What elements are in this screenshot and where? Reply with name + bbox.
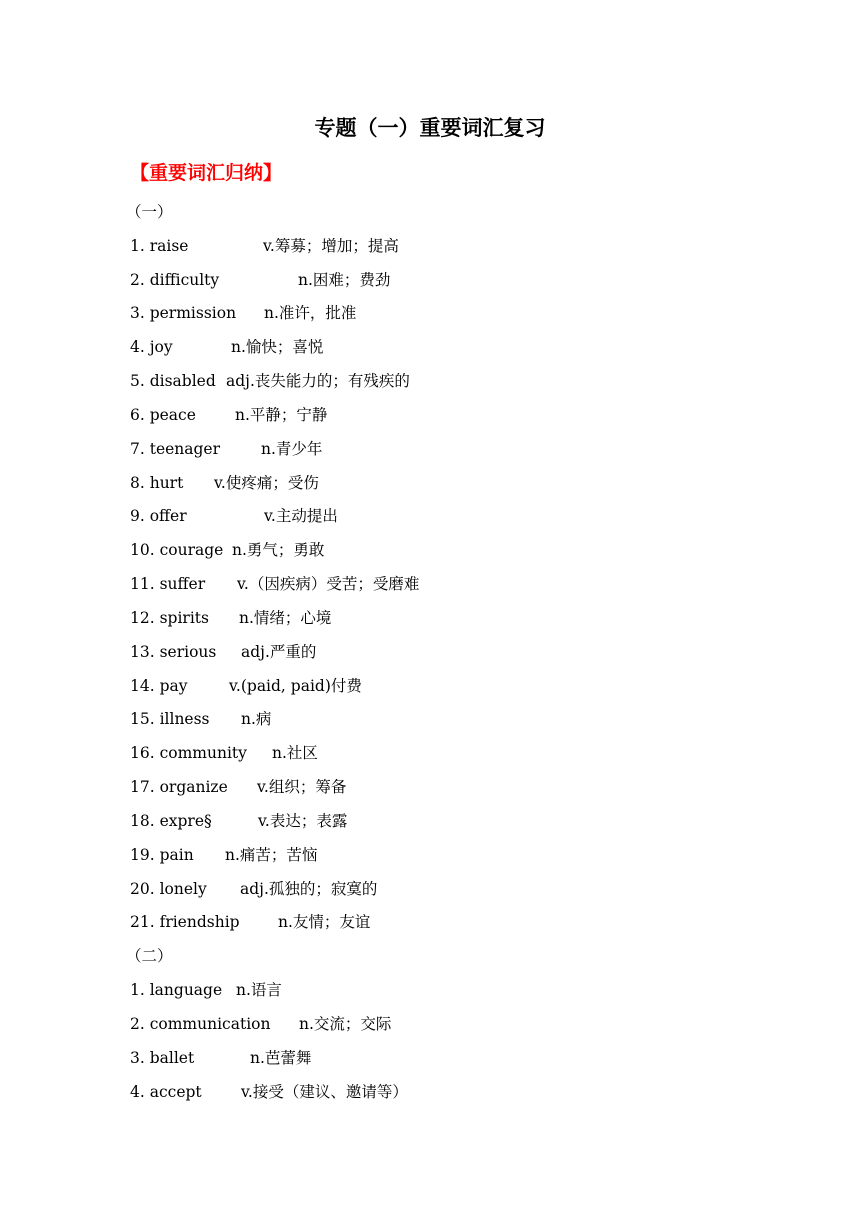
vocab-entry (130, 365, 790, 399)
vocab-meaning: adj.丧失能力的；有残疾的 (226, 372, 410, 391)
vocab-entry (130, 771, 790, 805)
vocab-entry (130, 839, 790, 873)
vocab-entry (130, 399, 790, 433)
vocab-entry (130, 703, 790, 737)
section-label: （一） (126, 203, 173, 221)
vocab-word: 9. offer (130, 507, 187, 526)
vocab-meaning: v.主动提出 (264, 507, 338, 526)
vocab-word: 2. communication (130, 1014, 271, 1033)
vocab-word: 1. raise (130, 236, 189, 255)
vocab-meaning: n.困难；费劲 (298, 270, 391, 289)
vocab-entry (130, 534, 790, 568)
vocab-entry (130, 264, 790, 298)
vocab-meaning: adj.孤独的；寂寞的 (240, 879, 378, 898)
vocab-word: 18. expre§ (130, 811, 212, 830)
vocab-entry (130, 1042, 790, 1076)
vocab-meaning: v.筹募；增加；提高 (263, 236, 399, 255)
vocab-entry (130, 331, 790, 365)
vocab-meaning: n.语言 (236, 981, 282, 1000)
vocab-meaning: v.使疼痛；受伤 (214, 473, 319, 492)
vocab-meaning: v.(paid, paid)付费 (229, 676, 362, 695)
vocab-meaning: n.病 (241, 710, 272, 729)
vocab-word: 13. serious (130, 642, 217, 661)
vocab-entry (130, 297, 790, 331)
vocab-word: 14. pay (130, 676, 188, 695)
vocab-meaning: v.接受（建议、邀请等） (241, 1082, 408, 1101)
section-label-line (126, 940, 790, 974)
vocab-word: 6. peace (130, 405, 196, 424)
vocab-entry (130, 1076, 790, 1110)
vocab-entry (130, 805, 790, 839)
vocab-word: 7. teenager (130, 439, 221, 458)
vocab-word: 4. joy (130, 338, 173, 357)
vocab-entry (130, 230, 790, 264)
vocab-meaning: n.社区 (272, 744, 318, 763)
page-title: 专题（一）重要词汇复习 (314, 115, 546, 140)
vocab-word: 5. disabled (130, 372, 216, 391)
vocab-entry (130, 873, 790, 907)
vocab-meaning: n.友情；友谊 (278, 913, 371, 932)
vocab-meaning: n.痛苦；苦恼 (225, 845, 318, 864)
vocab-word: 11. suffer (130, 575, 206, 594)
vocab-entry (130, 636, 790, 670)
vocab-word: 12. spirits (130, 608, 209, 627)
vocab-meaning: n.情绪；心境 (239, 608, 332, 627)
vocab-entry (130, 467, 790, 501)
vocab-word: 19. pain (130, 845, 194, 864)
section-label: （二） (126, 947, 173, 966)
vocab-entry (130, 670, 790, 704)
vocab-word: 4. accept (130, 1082, 202, 1101)
vocab-word: 2. difficulty (130, 270, 220, 289)
vocab-meaning: n.平静；宁静 (235, 405, 328, 424)
section-label-line (126, 196, 790, 230)
vocab-word: 15. illness (130, 710, 210, 729)
vocab-meaning: adj.严重的 (241, 642, 317, 661)
vocab-word: 17. organize (130, 778, 228, 797)
vocab-word: 3. permission (130, 304, 237, 323)
vocab-entry (130, 500, 790, 534)
vocab-word: 3. ballet (130, 1048, 195, 1067)
vocab-entry (130, 568, 790, 602)
vocab-meaning: v.（因疾病）受苦；受磨难 (237, 575, 420, 594)
vocabulary-list (126, 196, 790, 1109)
section-heading: 【重要词汇归纳】 (130, 162, 283, 184)
vocab-meaning: n.芭蕾舞 (250, 1048, 312, 1067)
vocab-word: 1. language (130, 981, 223, 1000)
vocab-entry (130, 974, 790, 1008)
vocab-meaning: n.愉快；喜悦 (231, 338, 324, 357)
vocab-meaning: n.勇气；勇敢 (232, 541, 325, 560)
vocab-meaning: n.青少年 (261, 439, 323, 458)
vocab-meaning: v.组织；筹备 (257, 778, 347, 797)
vocab-meaning: n.准许，批准 (264, 304, 357, 323)
vocab-meaning: n.交流；交际 (299, 1014, 392, 1033)
vocab-word: 16. community (130, 744, 247, 763)
vocab-entry (130, 602, 790, 636)
vocab-entry (130, 906, 790, 940)
vocab-meaning: v.表达；表露 (258, 811, 348, 830)
vocab-word: 8. hurt (130, 473, 184, 492)
vocab-word: 10. courage (130, 541, 224, 560)
vocab-entry (130, 737, 790, 771)
vocab-word: 21. friendship (130, 913, 240, 932)
vocab-word: 20. lonely (130, 879, 207, 898)
vocab-entry (130, 433, 790, 467)
vocab-entry (130, 1008, 790, 1042)
